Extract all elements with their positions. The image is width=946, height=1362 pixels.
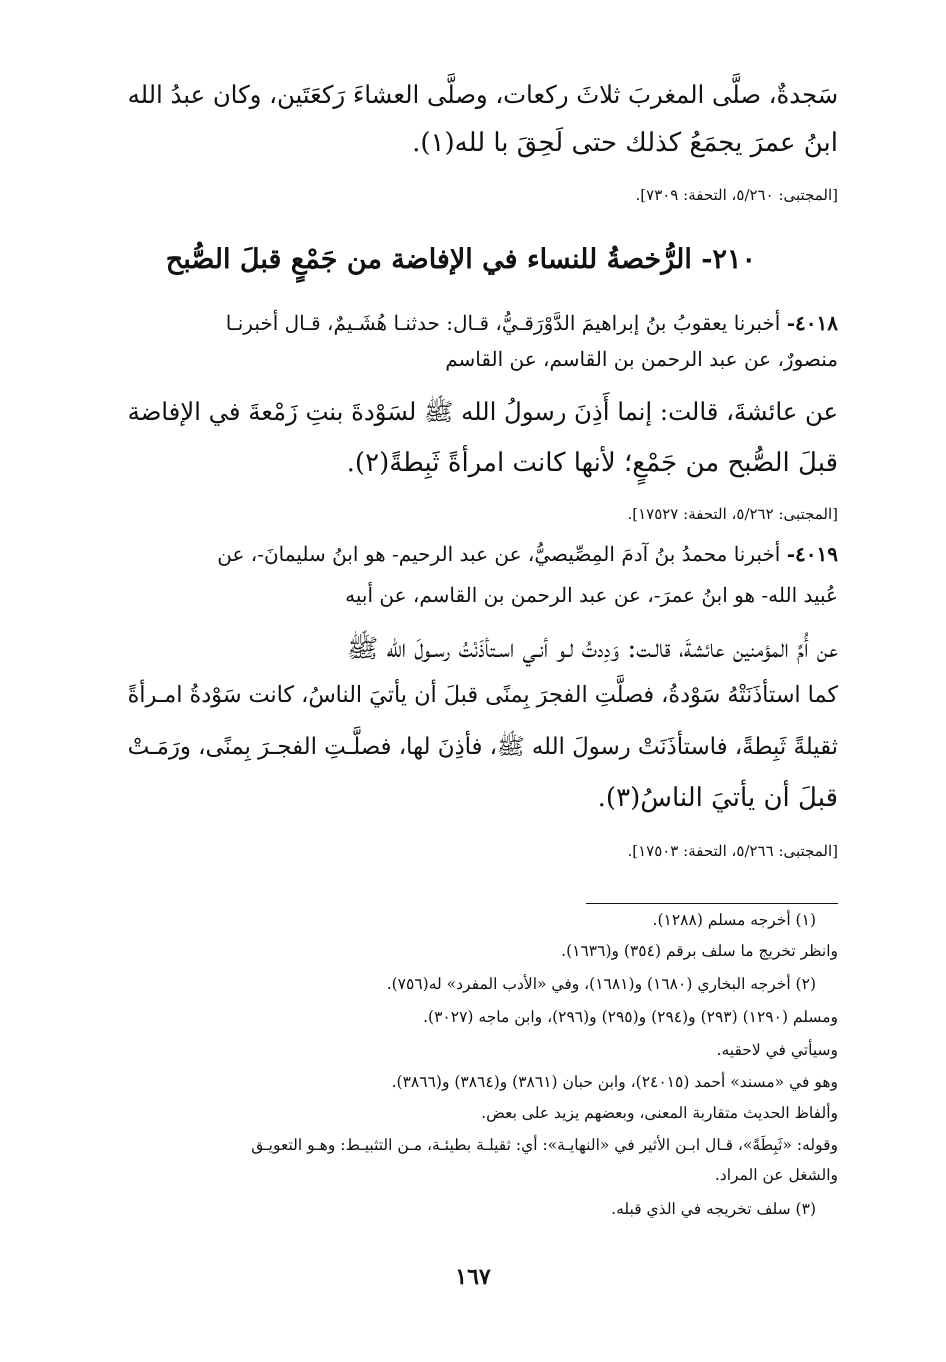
footnote-separator xyxy=(586,903,838,904)
hadith-4018-isnad-line-1 xyxy=(226,311,838,335)
footnote-2-line-2: ومسلم (١٢٩٠) (٢٩٣) و(٢٩٤) و(٢٩٥) و(٢٩٦)، وابن ماجه (٣٠٢٧). xyxy=(423,1008,838,1026)
continuation-line-1: سَجدةٌ، صلَّى المغربَ ثلاثَ ركعات، وصلَّى العشاءَ رَكعَتَين، وكان عبدُ الله xyxy=(127,80,838,109)
hadith-4019-matn-line-1: عن أُمِّ المؤمنين عائشةَ، قالـت: وَدِدتُ لـو أنـي اسـتأذَنْتُ رسـولَ الله ﷺ xyxy=(346,634,838,664)
hadith-number: ٤٠١٩- xyxy=(786,542,838,566)
chapter-heading: ٢١٠- الرُّخصةُ للنساء في الإفاضة من جَمْعٍ قبلَ الصُّبح xyxy=(165,244,756,275)
footnote-3: (٣) سلف تخريجه في الذي قبله. xyxy=(611,1200,816,1218)
hadith-4019-reference: [المجتبى: ٥/٢٦٦، التحفة: ١٧٥٠٣]. xyxy=(627,842,838,860)
hadith-4019-matn-line-2: كما استأذَنَتْهُ سَوْدةُ، فصلَّتِ الفجرَ بِمنًى قبلَ أن يأتيَ الناسُ، كانت سَوْدةُ امـرأةً xyxy=(127,682,838,708)
isnad-text: أخبرنا يعقوبُ بنُ إبراهيمَ الدَّوْرَقـيُّ، قـال: حدثنـا هُشَـيمٌ، قـال أخبرنـا xyxy=(225,311,787,335)
footnote-1-line-1: (١) أخرجه مسلم (١٢٨٨). xyxy=(652,911,816,929)
hadith-4019-isnad-line-2: عُبيد الله- هو ابنُ عمرَ-، عن عبد الرحمن بن القاسم، عن أبيه xyxy=(345,583,838,607)
hadith-4019-isnad-line-1 xyxy=(217,542,838,566)
footnote-2-line-1: (٢) أخرجه البخاري (١٦٨٠) و(١٦٨١)، وفي «الأدب المفرد» له(٧٥٦). xyxy=(386,975,816,993)
hadith-4018-matn-line-2: قبلَ الصُّبح من جَمْعٍ؛ لأنها كانت امرأةً ثَبِطةً(٢). xyxy=(346,448,838,478)
continuation-reference: [المجتبى: ٥/٢٦٠، التحفة: ٧٣٠٩]. xyxy=(635,186,838,204)
footnote-2-line-5: وألفاظ الحديث متقاربة المعنى، وبعضهم يزيد على بعض. xyxy=(481,1104,838,1122)
hadith-number: ٤٠١٨- xyxy=(786,311,838,335)
footnote-2-line-7: والشغل عن المراد. xyxy=(714,1166,838,1184)
footnote-2-line-6: وقوله: «ثَبِطَةً»، قـال ابـن الأثير في «النهايـة»: أي: ثقيلـة بطيئـة، مـن التثبيـط: وهـو التعويـق xyxy=(251,1136,838,1154)
page-number: ١٦٧ xyxy=(455,1264,491,1290)
hadith-4019-matn-line-4: قبلَ أن يأتيَ الناسُ(٣). xyxy=(597,783,838,813)
continuation-line-2: ابنُ عمرَ يجمَعُ كذلك حتى لَحِقَ با لله(١). xyxy=(412,128,838,158)
hadith-4019-matn-line-3: ثقيلةً ثَبِطةً، فاستأذَنَتْ رسولَ الله ﷺ، فأذِنَ لها، فصلَّـتِ الفجـرَ بِمنًى، ورَمَـتْ xyxy=(127,734,838,760)
hadith-4018-isnad-line-2: منصورٌ، عن عبد الرحمن بن القاسم، عن القاسم xyxy=(445,347,838,371)
footnote-2-line-3: وسيأتي في لاحقيه. xyxy=(716,1041,838,1059)
isnad-text: أخبرنا محمدُ بنُ آدمَ المِصِّيصيُّ، عن عبد الرحيم- هو ابنُ سليمانَ-، عن xyxy=(217,542,787,566)
footnote-2-line-4: وهو في «مسند» أحمد (٢٤٠١٥)، وابن حبان (٣٨٦١) و(٣٨٦٤) و(٣٨٦٦). xyxy=(391,1073,838,1091)
hadith-4018-matn-line-1: عن عائشةَ، قالت: إنما أَذِنَ رسولُ الله ﷺ لسَوْدةَ بنتِ زَمْعةَ في الإفاضة xyxy=(127,397,838,426)
hadith-4018-reference: [المجتبى: ٥/٢٦٢، التحفة: ١٧٥٢٧]. xyxy=(627,505,838,523)
footnote-1-line-2: وانظر تخريج ما سلف برقم (٣٥٤) و(١٦٣٦). xyxy=(561,942,838,960)
